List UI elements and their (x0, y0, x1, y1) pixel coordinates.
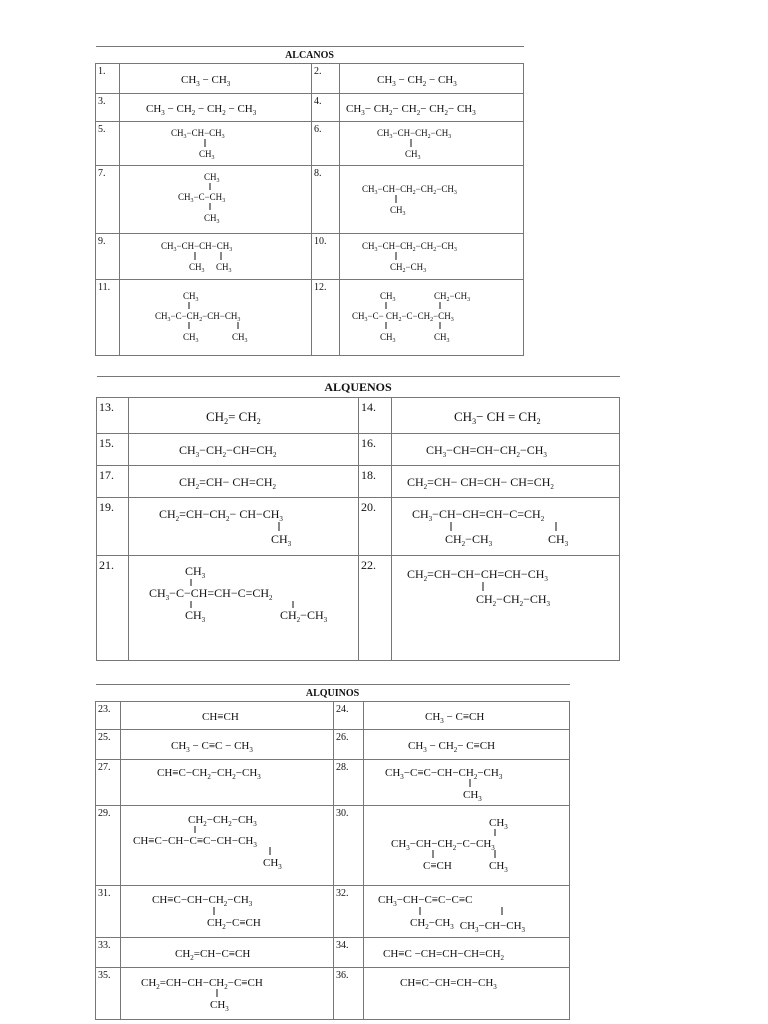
alquinos-table (95, 684, 570, 1020)
formula-13 (129, 398, 359, 434)
svg-text:CH3−CH−C≡C−C≡C: $CH_3-CH-C\equiv C-C\equiv C$ (377, 894, 472, 908)
formula-2 (340, 64, 524, 94)
svg-text:CH3: $CH_3$ (488, 816, 508, 831)
item-number: 18. (359, 466, 392, 498)
svg-text:CH3: $CH_3$ (203, 212, 220, 225)
svg-text:CH2−CH3: $CH_2-CH_3$ (279, 608, 327, 624)
svg-text:CH2−CH2−CH3: $CH_2-CH_2-CH_3$ (188, 814, 257, 828)
formula-24 (364, 702, 570, 730)
svg-text:C≡CH: C≡CH (422, 859, 452, 872)
svg-text:CH3−CH−CH2−C−CH3: $CH_3-CH-CH_2-C-CH_3$ (390, 837, 495, 852)
formula-29 (121, 806, 334, 886)
svg-text:CH3 − C≡CH: $CH_3 - C\equiv CH$ (424, 710, 484, 725)
item-number: 32. (334, 886, 364, 938)
formula-30 (364, 806, 570, 886)
formula-26 (364, 730, 570, 760)
item-number: 14. (359, 398, 392, 434)
svg-text:CH3: $CH_3$ (379, 331, 396, 344)
item-number: 5. (96, 122, 120, 166)
svg-text:CH3−CH−CH3: $CH_3-CH-CH_3$ (170, 127, 225, 140)
alquenos-title: ALQUENOS (97, 377, 620, 398)
svg-text:CH3−CH−CH2−CH2−CH3: $CH_3-CH-CH_2-CH_2-CH_3$ (361, 240, 457, 253)
formula-10 (340, 234, 524, 280)
item-number: 29. (96, 806, 121, 886)
svg-text:CH3−CH−CH=CH−C=CH2: $CH_3-CH-CH=CH-C=CH_2$ (411, 506, 544, 523)
item-number: 11. (96, 280, 120, 356)
svg-text:CH3−C− CH2−C−CH2−CH3: $CH_3-C- CH_2-C-CH_2-CH_3$ (351, 310, 454, 323)
formula-12 (340, 280, 524, 356)
item-number: 28. (334, 760, 364, 806)
svg-text:CH3 − C≡C − CH3: $CH_3 - C\equiv C - CH_3$ (171, 739, 253, 754)
svg-text:CH2=CH−CH−CH2−C≡CH: $CH_2=CH-CH-CH_2-C\equiv CH$ (141, 977, 263, 991)
svg-text:CH3 − CH2 − CH2 − CH3: $CH_3 - CH_2 - CH_2 - CH_3$ (145, 102, 256, 117)
svg-text:CH2−CH3CH3−CH−CH3: $CH_2-CH_3$ $CH_3-CH-CH_3$ (409, 917, 525, 934)
item-number: 20. (359, 498, 392, 556)
svg-text:CH3−C−CH3: $CH_3-C-CH_3$ (177, 191, 225, 204)
formula-25 (121, 730, 334, 760)
svg-text:CH3: $CH_3$ (231, 331, 248, 344)
item-number: 17. (97, 466, 129, 498)
formula-33 (121, 938, 334, 968)
formula-17 (129, 466, 359, 498)
item-number: 25. (96, 730, 121, 760)
item-number: 4. (312, 94, 340, 122)
svg-text:CH3: $CH_3$ (182, 290, 199, 303)
svg-text:CH3: $CH_3$ (184, 608, 205, 624)
svg-text:CH3: $CH_3$ (462, 789, 482, 803)
svg-text:CH3: $CH_3$ (263, 857, 282, 871)
item-number: 3. (96, 94, 120, 122)
svg-text:CH≡CH: CH≡CH (202, 710, 239, 723)
formula-4 (340, 94, 524, 122)
svg-text:CH2= CH2: $CH_2= CH_2$ (205, 408, 261, 426)
svg-text:CH3−CH−CH2−CH3: $CH_3-CH-CH_2-CH_3$ (376, 127, 451, 140)
svg-text:CH2−CH3: $CH_2-CH_3$ (389, 261, 426, 274)
svg-text:CH3: $CH_3$ (389, 204, 406, 217)
svg-text:CH3: $CH_3$ (215, 261, 232, 274)
item-number: 2. (312, 64, 340, 94)
formula-21 (129, 556, 359, 661)
svg-text:CH2−C≡CH: $CH_2-C\equiv CH$ (207, 917, 261, 931)
formula-11 (120, 280, 312, 356)
formula-6 (340, 122, 524, 166)
svg-text:CH2=CH−C≡CH: $CH_2=CH-C\equiv CH$ (175, 947, 251, 962)
formula-31 (121, 886, 334, 938)
svg-text:CH2−CH2−CH3: $CH_2-CH_2-CH_3$ (475, 592, 550, 608)
svg-text:CH3: $CH_3$ (182, 331, 199, 344)
formula-32 (364, 886, 570, 938)
svg-text:CH3−C−CH=CH−C=CH2: $CH_3-C-CH=CH-C=CH_2$ (148, 586, 273, 602)
svg-text:CH3−CH−CH2−CH2−CH3: $CH_3-CH-CH_2-CH_2-CH_3$ (361, 183, 457, 196)
alcanos-table (95, 46, 524, 356)
formula-8 (340, 166, 524, 234)
item-number: 23. (96, 702, 121, 730)
svg-text:CH3: $CH_3$ (379, 290, 396, 303)
alquenos-table (96, 376, 620, 661)
svg-text:CH3−CH=CH−CH2−CH3: $CH_3-CH=CH-CH_2-CH_3$ (425, 442, 547, 459)
item-number: 30. (334, 806, 364, 886)
formula-27 (121, 760, 334, 806)
svg-text:CH≡C−CH2−CH2−CH3: $CH\equiv C-CH_2-CH_2-CH_3$ (157, 767, 261, 781)
svg-text:CH3: $CH_3$ (210, 999, 229, 1013)
formula-7 (120, 166, 312, 234)
formula-34 (364, 938, 570, 968)
svg-text:CH3: $CH_3$ (270, 531, 291, 548)
item-number: 13. (97, 398, 129, 434)
formula-5 (120, 122, 312, 166)
item-number: 19. (97, 498, 129, 556)
formula-1 (120, 64, 312, 94)
formula-35 (121, 968, 334, 1020)
alcanos-title: ALCANOS (96, 47, 524, 64)
svg-text:CH2=CH−CH2− CH−CH3: $CH_2=CH-CH_2- CH-CH_3$ (158, 506, 283, 523)
svg-text:CH≡C −CH=CH−CH=CH2: $CH\equiv C -CH=CH-CH=CH_2$ (382, 947, 504, 962)
item-number: 31. (96, 886, 121, 938)
formula-14 (392, 398, 620, 434)
svg-text:CH2−CH3: $CH_2-CH_3$ (433, 290, 470, 303)
item-number: 27. (96, 760, 121, 806)
svg-text:CH3: $CH_3$ (433, 331, 450, 344)
svg-text:CH3−C−CH2−CH−CH3: $CH_3-C-CH_2-CH-CH_3$ (154, 310, 240, 323)
svg-text:CH3: $CH_3$ (488, 859, 508, 874)
svg-text:CH≡C−CH−C≡C−CH−CH3: $CH\equiv C-CH-C\equiv C-CH-CH_3$ (133, 835, 257, 849)
svg-text:CH3 − CH3: $CH_3 - CH_3$ (180, 73, 230, 88)
item-number: 34. (334, 938, 364, 968)
item-number: 15. (97, 434, 129, 466)
formula-36 (364, 968, 570, 1020)
svg-text:CH3: $CH_3$ (198, 148, 215, 161)
svg-text:CH2=CH− CH=CH− CH=CH2: $CH_2=CH- CH=CH- CH=CH_2$ (406, 474, 554, 491)
alquinos-title: ALQUINOS (96, 685, 570, 702)
svg-text:CH2=CH− CH=CH2: $CH_2=CH- CH=CH_2$ (178, 474, 276, 491)
item-number: 10. (312, 234, 340, 280)
formula-23 (121, 702, 334, 730)
item-number: 33. (96, 938, 121, 968)
svg-text:CH≡C−CH=CH−CH3: $CH\equiv C-CH=CH-CH_3$ (399, 977, 497, 991)
svg-text:CH2=CH−CH−CH=CH−CH3: $CH_2=CH-CH-CH=CH-CH_3$ (406, 567, 548, 583)
formula-20 (392, 498, 620, 556)
formula-22 (392, 556, 620, 661)
item-number: 6. (312, 122, 340, 166)
svg-text:CH2−CH3: $CH_2-CH_3$ (444, 531, 492, 548)
item-number: 1. (96, 64, 120, 94)
formula-9 (120, 234, 312, 280)
formula-16 (392, 434, 620, 466)
item-number: 21. (97, 556, 129, 661)
svg-text:CH3−C≡C−CH−CH2−CH3: $CH_3-C\equiv C-CH-CH_2-CH_3$ (384, 767, 502, 781)
item-number: 9. (96, 234, 120, 280)
item-number: 26. (334, 730, 364, 760)
svg-text:CH3: $CH_3$ (547, 531, 568, 548)
svg-text:CH≡C−CH−CH2−CH3: $CH\equiv C-CH-CH_2-CH_3$ (152, 894, 253, 908)
formula-3 (120, 94, 312, 122)
svg-text:CH3− CH = CH2: $CH_3-$ CH = $CH_2$ (453, 408, 541, 426)
svg-text:CH3: $CH_3$ (203, 171, 220, 184)
item-number: 8. (312, 166, 340, 234)
item-number: 24. (334, 702, 364, 730)
item-number: 16. (359, 434, 392, 466)
item-number: 7. (96, 166, 120, 234)
item-number: 12. (312, 280, 340, 356)
svg-text:CH3 − CH2− C≡CH: $CH_3 - CH_2- C\equiv CH$ (407, 739, 495, 754)
item-number: 35. (96, 968, 121, 1020)
svg-text:CH3−CH−CH−CH3: $CH_3-CH-CH-CH_3$ (160, 240, 232, 253)
formula-28 (364, 760, 570, 806)
svg-text:CH3: $CH_3$ (184, 564, 205, 580)
svg-text:CH3−CH2−CH=CH2: $CH_3-CH_2-CH=CH_2$ (178, 442, 276, 459)
formula-18 (392, 466, 620, 498)
svg-text:CH3: $CH_3$ (188, 261, 205, 274)
item-number: 22. (359, 556, 392, 661)
item-number: 36. (334, 968, 364, 1020)
svg-text:CH3: $CH_3$ (404, 148, 421, 161)
svg-text:CH3 − CH2 − CH3: $CH_3 - CH_2 - CH_3$ (376, 73, 457, 88)
formula-15 (129, 434, 359, 466)
svg-text:CH3− CH2− CH2− CH2− CH3: $CH_3- CH_2- CH_2- CH_2- CH_3$ (345, 102, 476, 117)
formula-19 (129, 498, 359, 556)
